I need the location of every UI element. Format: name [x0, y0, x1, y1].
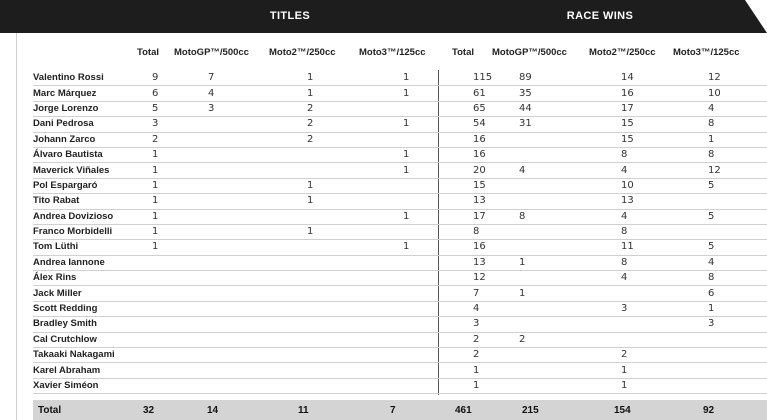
total-label: Total — [38, 405, 62, 416]
rider-name: Tom Lüthi — [33, 240, 144, 255]
stat-cell: 1 — [144, 178, 184, 193]
stat-cell: 1 — [144, 240, 184, 255]
stat-cell — [184, 332, 281, 347]
stat-cell — [184, 117, 281, 132]
titles-group-heading: TITLES — [269, 10, 311, 22]
table-row — [33, 132, 767, 147]
total-cell: 7 — [390, 405, 396, 416]
table-row — [33, 163, 767, 178]
stat-cell — [184, 286, 281, 301]
stat-cell: 4 — [591, 209, 680, 224]
table-row — [33, 378, 767, 393]
stat-cell — [281, 332, 373, 347]
rider-name: Johann Zarco — [33, 132, 144, 147]
stat-cell: 2 — [281, 132, 373, 147]
column-header: MotoGP™/500cc — [492, 47, 567, 58]
stat-cell — [144, 255, 184, 270]
stat-cell — [281, 147, 373, 162]
rider-name: Maverick Viñales — [33, 163, 144, 178]
stat-cell: 13 — [453, 194, 493, 209]
stat-cell — [281, 240, 373, 255]
stat-cell: 1 — [281, 71, 373, 86]
stat-cell — [493, 147, 591, 162]
stat-cell: 1 — [453, 363, 493, 378]
rider-name: Karel Abraham — [33, 363, 144, 378]
stat-cell — [144, 348, 184, 363]
stat-cell: 5 — [680, 178, 767, 193]
rider-name: Takaaki Nakagami — [33, 348, 144, 363]
stat-cell: 4 — [493, 163, 591, 178]
stat-cell: 15 — [591, 132, 680, 147]
stat-cell — [184, 255, 281, 270]
stat-cell: 1 — [373, 240, 453, 255]
rider-name: Tito Rabat — [33, 194, 144, 209]
stat-cell — [373, 224, 453, 239]
stat-cell: 1 — [373, 209, 453, 224]
stat-cell: 54 — [453, 117, 493, 132]
column-header: Moto2™/250cc — [589, 47, 656, 58]
stat-cell: 1 — [144, 147, 184, 162]
stat-cell — [680, 363, 767, 378]
table-row — [33, 147, 767, 162]
stat-cell — [373, 332, 453, 347]
stat-cell — [373, 101, 453, 116]
stat-cell: 1 — [453, 378, 493, 393]
stat-cell — [493, 301, 591, 316]
stat-cell: 4 — [591, 271, 680, 286]
table-row — [33, 117, 767, 132]
stat-cell — [493, 348, 591, 363]
stat-cell — [493, 317, 591, 332]
table-row — [33, 348, 767, 363]
rider-name: Jack Miller — [33, 286, 144, 301]
stat-cell: 8 — [591, 147, 680, 162]
total-cell: 11 — [298, 405, 309, 416]
stat-cell — [144, 286, 184, 301]
stat-cell — [493, 178, 591, 193]
stat-cell: 1 — [281, 178, 373, 193]
stat-cell: 4 — [453, 301, 493, 316]
stat-cell: 8 — [493, 209, 591, 224]
stat-cell — [373, 194, 453, 209]
table-row — [33, 317, 767, 332]
stat-cell — [184, 271, 281, 286]
stat-cell: 8 — [680, 147, 767, 162]
stat-cell: 15 — [591, 117, 680, 132]
stat-cell — [184, 378, 281, 393]
table-row — [33, 240, 767, 255]
header-bar — [0, 0, 767, 33]
total-cell: 461 — [455, 405, 472, 416]
stat-cell — [493, 363, 591, 378]
stat-cell — [144, 332, 184, 347]
stat-cell — [373, 286, 453, 301]
rider-name: Franco Morbidelli — [33, 224, 144, 239]
stat-cell — [281, 271, 373, 286]
stats-table — [33, 71, 767, 394]
stat-cell — [493, 378, 591, 393]
stat-cell: 1 — [373, 117, 453, 132]
stat-cell — [373, 363, 453, 378]
stat-cell: 65 — [453, 101, 493, 116]
stat-cell — [493, 240, 591, 255]
stat-cell: 1 — [591, 378, 680, 393]
column-header: MotoGP™/500cc — [174, 47, 249, 58]
stat-cell: 3 — [144, 117, 184, 132]
stat-cell: 6 — [680, 286, 767, 301]
stat-cell — [680, 348, 767, 363]
stat-cell: 7 — [184, 71, 281, 86]
stat-cell: 1 — [680, 132, 767, 147]
stat-cell: 44 — [493, 101, 591, 116]
stat-cell — [591, 332, 680, 347]
column-header: Total — [452, 47, 474, 58]
rider-name: Pol Espargaró — [33, 178, 144, 193]
table-row — [33, 224, 767, 239]
stat-cell — [493, 194, 591, 209]
total-cell: 215 — [522, 405, 539, 416]
rider-name: Bradley Smith — [33, 317, 144, 332]
stat-cell: 1 — [680, 301, 767, 316]
stat-cell: 1 — [144, 194, 184, 209]
table-row — [33, 194, 767, 209]
rider-name: Cal Crutchlow — [33, 332, 144, 347]
stat-cell — [184, 363, 281, 378]
stat-cell — [184, 317, 281, 332]
stat-cell: 12 — [680, 71, 767, 86]
column-header: Moto3™/125cc — [359, 47, 426, 58]
total-cell: 154 — [614, 405, 631, 416]
stat-cell: 1 — [373, 163, 453, 178]
stat-cell: 1 — [373, 147, 453, 162]
table-row — [33, 209, 767, 224]
stat-cell — [281, 348, 373, 363]
stat-cell: 10 — [680, 86, 767, 101]
stat-cell: 1 — [144, 163, 184, 178]
stat-cell: 7 — [453, 286, 493, 301]
stat-cell: 4 — [591, 163, 680, 178]
stat-cell: 1 — [591, 363, 680, 378]
stat-cell: 2 — [493, 332, 591, 347]
stat-cell: 1 — [144, 224, 184, 239]
stat-cell: 2 — [453, 348, 493, 363]
stat-cell — [373, 301, 453, 316]
table-row — [33, 332, 767, 347]
stat-cell — [373, 271, 453, 286]
stat-cell: 31 — [493, 117, 591, 132]
stat-cell — [373, 178, 453, 193]
stat-cell — [184, 147, 281, 162]
stat-cell — [184, 224, 281, 239]
stat-cell: 11 — [591, 240, 680, 255]
stat-cell — [184, 163, 281, 178]
stat-cell: 12 — [453, 271, 493, 286]
stat-cell: 2 — [281, 101, 373, 116]
stat-cell — [281, 378, 373, 393]
stat-cell: 16 — [591, 86, 680, 101]
stat-cell: 16 — [453, 240, 493, 255]
stat-cell — [144, 301, 184, 316]
stat-cell — [281, 255, 373, 270]
total-cell: 14 — [207, 405, 219, 416]
stat-cell — [184, 209, 281, 224]
stat-cell — [373, 348, 453, 363]
total-cell: 32 — [143, 405, 155, 416]
stat-cell — [493, 271, 591, 286]
stat-cell: 8 — [453, 224, 493, 239]
stat-cell: 4 — [184, 86, 281, 101]
stat-cell — [680, 378, 767, 393]
stat-cell: 115 — [453, 71, 493, 86]
stat-cell: 8 — [680, 271, 767, 286]
stat-cell — [373, 378, 453, 393]
stat-cell: 2 — [591, 348, 680, 363]
stat-cell: 1 — [281, 86, 373, 101]
stat-cell — [373, 317, 453, 332]
stat-cell — [680, 194, 767, 209]
stat-cell — [373, 255, 453, 270]
stat-cell — [281, 209, 373, 224]
stat-cell: 2 — [453, 332, 493, 347]
rider-name: Jorge Lorenzo — [33, 101, 144, 116]
stat-cell: 2 — [281, 117, 373, 132]
stat-cell: 1 — [373, 86, 453, 101]
table-row — [33, 255, 767, 270]
stat-cell: 4 — [680, 101, 767, 116]
stat-cell — [184, 348, 281, 363]
stat-cell — [184, 178, 281, 193]
stat-cell: 17 — [453, 209, 493, 224]
stat-cell — [591, 317, 680, 332]
stat-cell: 89 — [493, 71, 591, 86]
rider-name: Álvaro Bautista — [33, 147, 144, 162]
stat-cell: 12 — [680, 163, 767, 178]
stat-cell: 1 — [493, 286, 591, 301]
stat-cell: 10 — [591, 178, 680, 193]
race-wins-group-heading: RACE WINS — [566, 10, 634, 22]
stat-cell — [184, 132, 281, 147]
table-row — [33, 71, 767, 86]
stat-cell — [281, 317, 373, 332]
stat-cell — [281, 286, 373, 301]
table-row — [33, 178, 767, 193]
stat-cell: 35 — [493, 86, 591, 101]
stat-cell: 13 — [453, 255, 493, 270]
stat-cell: 20 — [453, 163, 493, 178]
stat-cell: 1 — [144, 209, 184, 224]
total-cell: 92 — [703, 405, 715, 416]
column-header: Moto2™/250cc — [269, 47, 336, 58]
rider-name: Marc Márquez — [33, 86, 144, 101]
stat-cell: 3 — [591, 301, 680, 316]
stat-cell: 5 — [680, 240, 767, 255]
stat-cell — [281, 163, 373, 178]
stat-cell — [493, 132, 591, 147]
table-row — [33, 286, 767, 301]
table-row — [33, 101, 767, 116]
header-corner-cut — [745, 0, 767, 33]
stat-cell: 8 — [680, 117, 767, 132]
table-row — [33, 301, 767, 316]
rider-name: Valentino Rossi — [33, 71, 144, 86]
stat-cell: 5 — [680, 209, 767, 224]
table-row — [33, 363, 767, 378]
stat-cell — [144, 271, 184, 286]
stat-cell — [184, 194, 281, 209]
table-row — [33, 86, 767, 101]
stat-cell: 5 — [144, 101, 184, 116]
stat-cell: 15 — [453, 178, 493, 193]
stat-cell — [373, 132, 453, 147]
stat-cell: 61 — [453, 86, 493, 101]
stat-cell: 16 — [453, 147, 493, 162]
stat-cell — [184, 301, 281, 316]
stat-cell — [144, 378, 184, 393]
stat-cell — [144, 317, 184, 332]
rider-name: Dani Pedrosa — [33, 117, 144, 132]
rider-name: Andrea Iannone — [33, 255, 144, 270]
stat-cell: 16 — [453, 132, 493, 147]
stat-cell: 9 — [144, 71, 184, 86]
stat-cell — [680, 332, 767, 347]
stat-cell: 3 — [453, 317, 493, 332]
stat-cell: 6 — [144, 86, 184, 101]
rider-name: Álex Rins — [33, 271, 144, 286]
stat-cell — [184, 240, 281, 255]
stat-cell — [680, 224, 767, 239]
stat-cell: 1 — [281, 194, 373, 209]
rider-name: Scott Redding — [33, 301, 144, 316]
stat-cell: 4 — [680, 255, 767, 270]
stat-cell — [281, 363, 373, 378]
stat-cell: 1 — [281, 224, 373, 239]
stat-cell: 17 — [591, 101, 680, 116]
stat-cell: 3 — [184, 101, 281, 116]
stat-cell: 14 — [591, 71, 680, 86]
stat-cell — [281, 301, 373, 316]
stat-cell: 13 — [591, 194, 680, 209]
stat-cell — [493, 224, 591, 239]
stat-cell: 1 — [373, 71, 453, 86]
rider-name: Andrea Dovizioso — [33, 209, 144, 224]
stat-cell: 2 — [144, 132, 184, 147]
column-header: Total — [137, 47, 159, 58]
stat-cell: 8 — [591, 224, 680, 239]
column-header: Moto3™/125cc — [673, 47, 740, 58]
stat-cell: 3 — [680, 317, 767, 332]
stat-cell — [144, 363, 184, 378]
table-row — [33, 271, 767, 286]
stat-cell — [591, 286, 680, 301]
stat-cell: 8 — [591, 255, 680, 270]
rider-name: Xavier Siméon — [33, 378, 144, 393]
stat-cell: 1 — [493, 255, 591, 270]
